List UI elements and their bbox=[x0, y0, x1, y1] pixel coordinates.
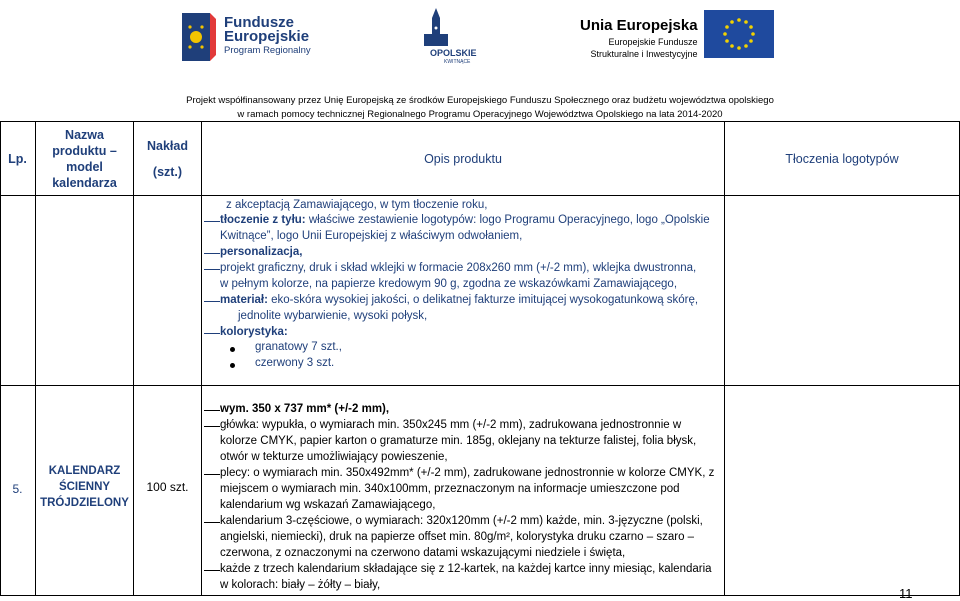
row5-name-l1: KALENDARZ bbox=[48, 465, 121, 477]
header-name-l4: kalendarza bbox=[52, 175, 117, 190]
fe-logo-line2: Europejskie bbox=[224, 28, 310, 45]
header-qty-l1: Nakład bbox=[147, 138, 188, 153]
header-product-name bbox=[36, 122, 133, 195]
dash-bullet-icon bbox=[204, 522, 220, 523]
row5-desc-line: czerwona, z oznaczonymi na czerwono datami wskazującymi niedziele i święta, bbox=[220, 547, 626, 559]
row5-name-l3: TRÓJDZIELONY bbox=[40, 497, 129, 509]
dash-bullet-icon bbox=[204, 474, 220, 475]
header-qty-l2: (szt.) bbox=[152, 164, 183, 179]
row5-product-name bbox=[36, 463, 133, 511]
header-name-l3: model bbox=[66, 159, 103, 174]
header-description: Opis produktu bbox=[424, 151, 502, 166]
fe-flag-icon bbox=[180, 11, 218, 63]
dash-bullet-icon bbox=[204, 426, 220, 427]
desc-line: w pełnym kolorze, na papierze kredowym 90 g, zgodna ze wskazówkami Zamawiającego, bbox=[220, 278, 678, 290]
ue-logo-line1: Unia Europejska bbox=[580, 17, 698, 34]
desc-line: projekt graficzny, druk i skład wklejki w formacie 208x260 mm (+/-2 mm), wklejka dwustronna, bbox=[220, 262, 697, 274]
row5-desc-line: kalendarium 3-częściowe, o wymiarach: 320x120mm (+/-2 mm) każde, min. 3-języczne (polski, bbox=[220, 515, 703, 527]
row5-desc-line: angielski, niemiecki), druk na papierze offset min. 80g/m², kolorystyka druku czarno – szaro – bbox=[220, 531, 695, 543]
desc-label-back: tłoczenie z tyłu: bbox=[220, 214, 306, 226]
dash-bullet-icon bbox=[204, 253, 220, 254]
row5-desc-line: kalendarium wg wskazań Zamawiającego, bbox=[220, 499, 436, 511]
cofinancing-line1: Projekt współfinansowany przez Unię Europejską ze środków Europejskiego Funduszu Społecznego oraz budżetu województwa opolskiego bbox=[186, 95, 774, 106]
header-embossing: Tłoczenia logotypów bbox=[785, 151, 899, 166]
eu-flag-icon bbox=[704, 10, 774, 58]
row5-desc-line: kolorze CMYK, papier karton o gramaturze min. 185g, oklejany na tekturze falistej, folia błysk, bbox=[220, 435, 697, 447]
header-lp: Lp. bbox=[8, 151, 27, 166]
fundusze-europejskie-logo bbox=[180, 6, 340, 68]
ue-logo-line2: Europejskie Fundusze bbox=[608, 37, 698, 47]
desc-line: z akceptacją Zamawiającego, w tym tłoczenie roku, bbox=[226, 199, 488, 211]
dash-bullet-icon bbox=[204, 333, 220, 334]
header-quantity bbox=[134, 122, 201, 195]
dash-bullet-icon bbox=[204, 301, 220, 302]
row5-name-l2: ŚCIENNY bbox=[58, 481, 111, 493]
desc-label-personalization: personalizacja, bbox=[220, 246, 303, 258]
desc-line-text: właściwe zestawienie logotypów: logo Programu Operacyjnego, logo „Opolskie bbox=[305, 214, 710, 226]
row5-desc-line: w kolorach: biały – żółty – biały, bbox=[220, 579, 381, 591]
dash-bullet-icon bbox=[204, 570, 220, 571]
row5-desc-line: miejscem o wymiarach min. 340x100mm, przeznaczonym na informacje umieszczone pod bbox=[220, 483, 680, 495]
dash-bullet-icon bbox=[204, 221, 220, 222]
desc-line-text: eko-skóra wysokiej jakości, o delikatnej fakturze imitującej wysokogatunkową skórę, bbox=[267, 294, 699, 306]
page-number: 11 bbox=[899, 586, 913, 601]
header-name-l2: produktu – bbox=[52, 143, 117, 158]
bullet-icon bbox=[230, 347, 235, 352]
row5-lp: 5. bbox=[12, 482, 23, 496]
header-name-l1: Nazwa bbox=[65, 127, 104, 142]
opolskie-logo-name: OPOLSKIE bbox=[430, 48, 477, 58]
opolskie-logo bbox=[410, 8, 490, 66]
dash-bullet-icon bbox=[204, 410, 220, 411]
color-item: granatowy 7 szt., bbox=[255, 341, 342, 353]
fe-logo-line1: Fundusze bbox=[224, 14, 294, 31]
row5-desc-line: plecy: o wymiarach min. 350x492mm* (+/-2 mm), zadrukowane jednostronnie w kolorze CMYK, z bbox=[220, 467, 715, 479]
row5-quantity: 100 szt. bbox=[146, 480, 189, 494]
row5-desc-line: otwór w tekturze umożliwiający powieszenie, bbox=[220, 451, 448, 463]
ue-logo-line3: Strukturalne i Inwestycyjne bbox=[590, 49, 698, 59]
opolskie-tower-icon bbox=[410, 8, 490, 52]
unia-europejska-logo bbox=[580, 10, 780, 68]
desc-line bbox=[220, 214, 710, 226]
desc-line: jednolite wybarwienie, wysoki połysk, bbox=[238, 310, 428, 322]
desc-label-material: materiał: bbox=[220, 294, 268, 306]
dash-bullet-icon bbox=[204, 269, 220, 270]
fe-logo-line3: Program Regionalny bbox=[224, 45, 311, 56]
row5-desc-line: główka: wypukła, o wymiarach min. 350x245 mm (+/-2 mm), zadrukowana jednostronnie w bbox=[220, 419, 682, 431]
color-item: czerwony 3 szt. bbox=[255, 357, 335, 369]
opolskie-logo-sub: KWITNĄCE bbox=[444, 59, 471, 65]
desc-line bbox=[220, 294, 698, 306]
desc-label-colors: kolorystyka: bbox=[220, 326, 288, 338]
bullet-icon bbox=[230, 363, 235, 368]
cofinancing-line2: w ramach pomocy technicznej Regionalnego Programu Operacyjnego Województwa Opolskiego na lata 2014-2020 bbox=[237, 109, 723, 120]
row5-desc-line: wym. 350 x 737 mm* (+/-2 mm), bbox=[220, 403, 390, 415]
desc-line: Kwitnące”, logo Unii Europejskiej z właściwym odwołaniem, bbox=[220, 230, 523, 242]
row5-desc-line: każde z trzech kalendarium składające się z 12-kartek, na każdej kartce inny miesiąc, kalendaria bbox=[220, 563, 712, 575]
